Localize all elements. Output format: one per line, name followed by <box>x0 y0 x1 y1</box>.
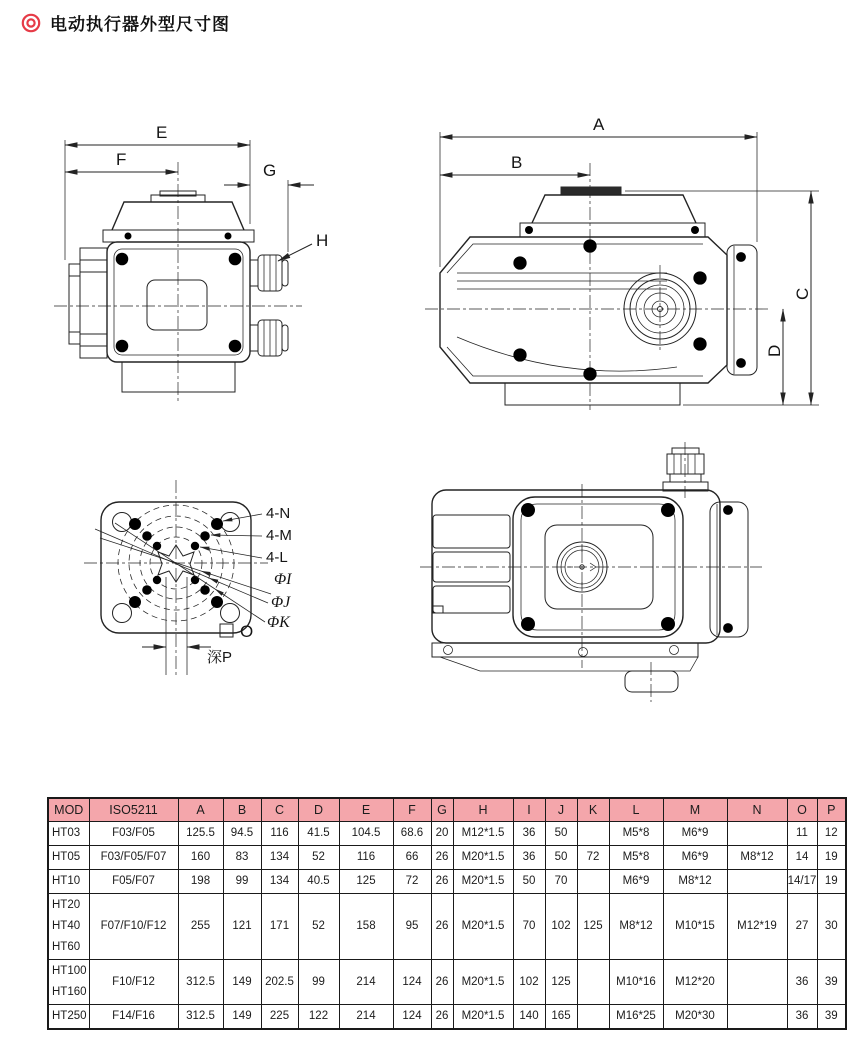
value-cell: 116 <box>261 822 298 846</box>
end-cap <box>727 245 757 375</box>
column-header: E <box>339 798 393 822</box>
value-cell: 149 <box>223 1005 261 1030</box>
value-cell: 30 <box>817 894 846 960</box>
value-cell: 95 <box>393 894 431 960</box>
cable-gland-lower <box>250 320 288 356</box>
dimension-e <box>65 123 250 260</box>
dimension-h <box>278 231 328 261</box>
side-view-drawing <box>50 110 350 405</box>
dim-label-h: H <box>316 231 329 250</box>
value-cell: 26 <box>431 894 453 960</box>
value-cell: 39 <box>817 1005 846 1030</box>
value-cell <box>727 960 787 1005</box>
value-cell: 36 <box>513 846 545 870</box>
value-cell: 125 <box>545 960 577 1005</box>
dim-label-a: A <box>593 115 605 134</box>
table-row <box>48 960 846 1005</box>
dimension-d <box>765 309 784 405</box>
actuator-body <box>440 237 727 405</box>
column-header: L <box>609 798 663 822</box>
value-cell: M20*30 <box>663 1005 727 1030</box>
value-cell: 83 <box>223 846 261 870</box>
value-cell: 99 <box>223 870 261 894</box>
value-cell: 36 <box>787 960 817 1005</box>
column-header: I <box>513 798 545 822</box>
end-cap <box>710 502 748 637</box>
value-cell: M5*8 <box>609 822 663 846</box>
table-row <box>48 846 846 870</box>
value-cell: 171 <box>261 894 298 960</box>
value-cell: 70 <box>545 870 577 894</box>
table-row <box>48 870 846 894</box>
value-cell: 27 <box>787 894 817 960</box>
model-cell: HT03 <box>48 822 89 846</box>
nameplate <box>147 280 207 330</box>
label-phi-j: ΦJ <box>271 594 291 611</box>
value-cell: 72 <box>393 870 431 894</box>
column-header: O <box>787 798 817 822</box>
value-cell <box>577 960 609 1005</box>
value-cell: 19 <box>817 870 846 894</box>
value-cell: 134 <box>261 846 298 870</box>
value-cell <box>727 870 787 894</box>
table-header-row <box>48 798 846 822</box>
value-cell: M6*9 <box>663 846 727 870</box>
value-cell: M10*16 <box>609 960 663 1005</box>
model-cell: HT10 <box>48 870 89 894</box>
value-cell: 14/17 <box>787 870 817 894</box>
column-header: B <box>223 798 261 822</box>
label-4n: 4-N <box>266 505 291 522</box>
value-cell: M5*8 <box>609 846 663 870</box>
value-cell <box>727 822 787 846</box>
value-cell: M20*1.5 <box>453 960 513 1005</box>
model-cell: HT05 <box>48 846 89 870</box>
column-header: MOD <box>48 798 89 822</box>
value-cell: 312.5 <box>178 960 223 1005</box>
value-cell <box>577 822 609 846</box>
value-cell: 125 <box>339 870 393 894</box>
value-cell: 134 <box>261 870 298 894</box>
column-header: A <box>178 798 223 822</box>
value-cell: 312.5 <box>178 1005 223 1030</box>
cable-gland <box>663 448 708 491</box>
output-shaft-ribs <box>69 248 107 358</box>
model-cell: HT250 <box>48 1005 89 1030</box>
value-cell: 102 <box>513 960 545 1005</box>
value-cell: 26 <box>431 870 453 894</box>
value-cell: 165 <box>545 1005 577 1030</box>
value-cell: M6*9 <box>609 870 663 894</box>
model-cell: HT20 HT40 HT60 <box>48 894 89 960</box>
value-cell: 202.5 <box>261 960 298 1005</box>
square-symbol <box>220 624 233 637</box>
value-cell <box>577 870 609 894</box>
value-cell: 214 <box>339 960 393 1005</box>
value-cell: M12*20 <box>663 960 727 1005</box>
value-cell: 160 <box>178 846 223 870</box>
value-cell: 70 <box>513 894 545 960</box>
top-view-drawing <box>420 440 765 705</box>
value-cell: 72 <box>577 846 609 870</box>
value-cell: 41.5 <box>298 822 339 846</box>
dimension-table-body <box>48 822 846 1030</box>
column-header: P <box>817 798 846 822</box>
value-cell: 39 <box>817 960 846 1005</box>
value-cell: F10/F12 <box>89 960 178 1005</box>
label-phi-k: ΦK <box>267 614 290 631</box>
value-cell: F05/F07 <box>89 870 178 894</box>
value-cell: M8*12 <box>663 870 727 894</box>
dim-label-c: C <box>793 287 812 300</box>
cable-gland-upper <box>250 255 288 291</box>
model-cell: HT100 HT160 <box>48 960 89 1005</box>
value-cell: M8*12 <box>727 846 787 870</box>
page-header <box>20 10 230 35</box>
value-cell: M12*1.5 <box>453 822 513 846</box>
label-4l: 4-L <box>266 549 288 566</box>
front-view-drawing <box>425 115 845 410</box>
value-cell: 36 <box>787 1005 817 1030</box>
value-cell: 50 <box>545 822 577 846</box>
dimension-g <box>224 161 314 252</box>
value-cell <box>577 1005 609 1030</box>
value-cell: F03/F05/F07 <box>89 846 178 870</box>
column-header: D <box>298 798 339 822</box>
top-dome <box>103 191 254 242</box>
value-cell: 124 <box>393 960 431 1005</box>
flange-callouts <box>95 505 292 631</box>
value-cell: 26 <box>431 846 453 870</box>
value-cell: 26 <box>431 960 453 1005</box>
value-cell: 214 <box>339 1005 393 1030</box>
value-cell: F03/F05 <box>89 822 178 846</box>
value-cell: 50 <box>513 870 545 894</box>
value-cell: 149 <box>223 960 261 1005</box>
value-cell: 99 <box>298 960 339 1005</box>
page-title: 电动执行器外型尺寸图 <box>50 15 230 34</box>
double-circle-icon <box>20 12 42 34</box>
value-cell: 66 <box>393 846 431 870</box>
column-header: H <box>453 798 513 822</box>
label-depth-p: 深P <box>207 649 233 666</box>
value-cell: 125.5 <box>178 822 223 846</box>
table-row <box>48 894 846 960</box>
table-row <box>48 822 846 846</box>
value-cell: 52 <box>298 846 339 870</box>
value-cell: 102 <box>545 894 577 960</box>
dimension-b <box>440 153 590 175</box>
value-cell: 104.5 <box>339 822 393 846</box>
dim-label-b: B <box>511 153 523 172</box>
value-cell: M20*1.5 <box>453 1005 513 1030</box>
value-cell: F14/F16 <box>89 1005 178 1030</box>
value-cell: 50 <box>545 846 577 870</box>
value-cell: M8*12 <box>609 894 663 960</box>
value-cell <box>727 1005 787 1030</box>
dim-label-e: E <box>156 123 168 142</box>
value-cell: 20 <box>431 822 453 846</box>
value-cell: M20*1.5 <box>453 846 513 870</box>
value-cell: 36 <box>513 822 545 846</box>
value-cell: 158 <box>339 894 393 960</box>
column-header: J <box>545 798 577 822</box>
dimension-table <box>47 797 847 1030</box>
value-cell: 125 <box>577 894 609 960</box>
value-cell: 255 <box>178 894 223 960</box>
column-header: ISO5211 <box>89 798 178 822</box>
flange-view-drawing <box>70 472 350 702</box>
value-cell: 68.6 <box>393 822 431 846</box>
value-cell: 140 <box>513 1005 545 1030</box>
top-dome <box>520 187 705 237</box>
value-cell: M6*9 <box>663 822 727 846</box>
value-cell: 225 <box>261 1005 298 1030</box>
value-cell: 52 <box>298 894 339 960</box>
value-cell: 124 <box>393 1005 431 1030</box>
label-phi-i: ΦI <box>274 571 292 588</box>
value-cell: 121 <box>223 894 261 960</box>
column-header: N <box>727 798 787 822</box>
column-header: K <box>577 798 609 822</box>
actuator-body <box>107 242 250 392</box>
side-ribs <box>433 515 510 613</box>
column-header: F <box>393 798 431 822</box>
value-cell: 94.5 <box>223 822 261 846</box>
dim-label-d: D <box>765 344 784 357</box>
value-cell: M16*25 <box>609 1005 663 1030</box>
dimension-f <box>65 150 178 172</box>
column-header: M <box>663 798 727 822</box>
value-cell: 14 <box>787 846 817 870</box>
dim-label-g: G <box>263 161 277 180</box>
column-header: G <box>431 798 453 822</box>
value-cell: 26 <box>431 1005 453 1030</box>
label-square-o: O <box>240 622 254 641</box>
value-cell: 116 <box>339 846 393 870</box>
value-cell: 122 <box>298 1005 339 1030</box>
value-cell: 12 <box>817 822 846 846</box>
value-cell: 19 <box>817 846 846 870</box>
value-cell: 40.5 <box>298 870 339 894</box>
value-cell: M12*19 <box>727 894 787 960</box>
value-cell: F07/F10/F12 <box>89 894 178 960</box>
value-cell: M10*15 <box>663 894 727 960</box>
value-cell: 11 <box>787 822 817 846</box>
table-row <box>48 1005 846 1030</box>
column-header: C <box>261 798 298 822</box>
label-4m: 4-M <box>266 527 292 544</box>
value-cell: M20*1.5 <box>453 870 513 894</box>
value-cell: 198 <box>178 870 223 894</box>
dim-label-f: F <box>116 150 127 169</box>
value-cell: M20*1.5 <box>453 894 513 960</box>
